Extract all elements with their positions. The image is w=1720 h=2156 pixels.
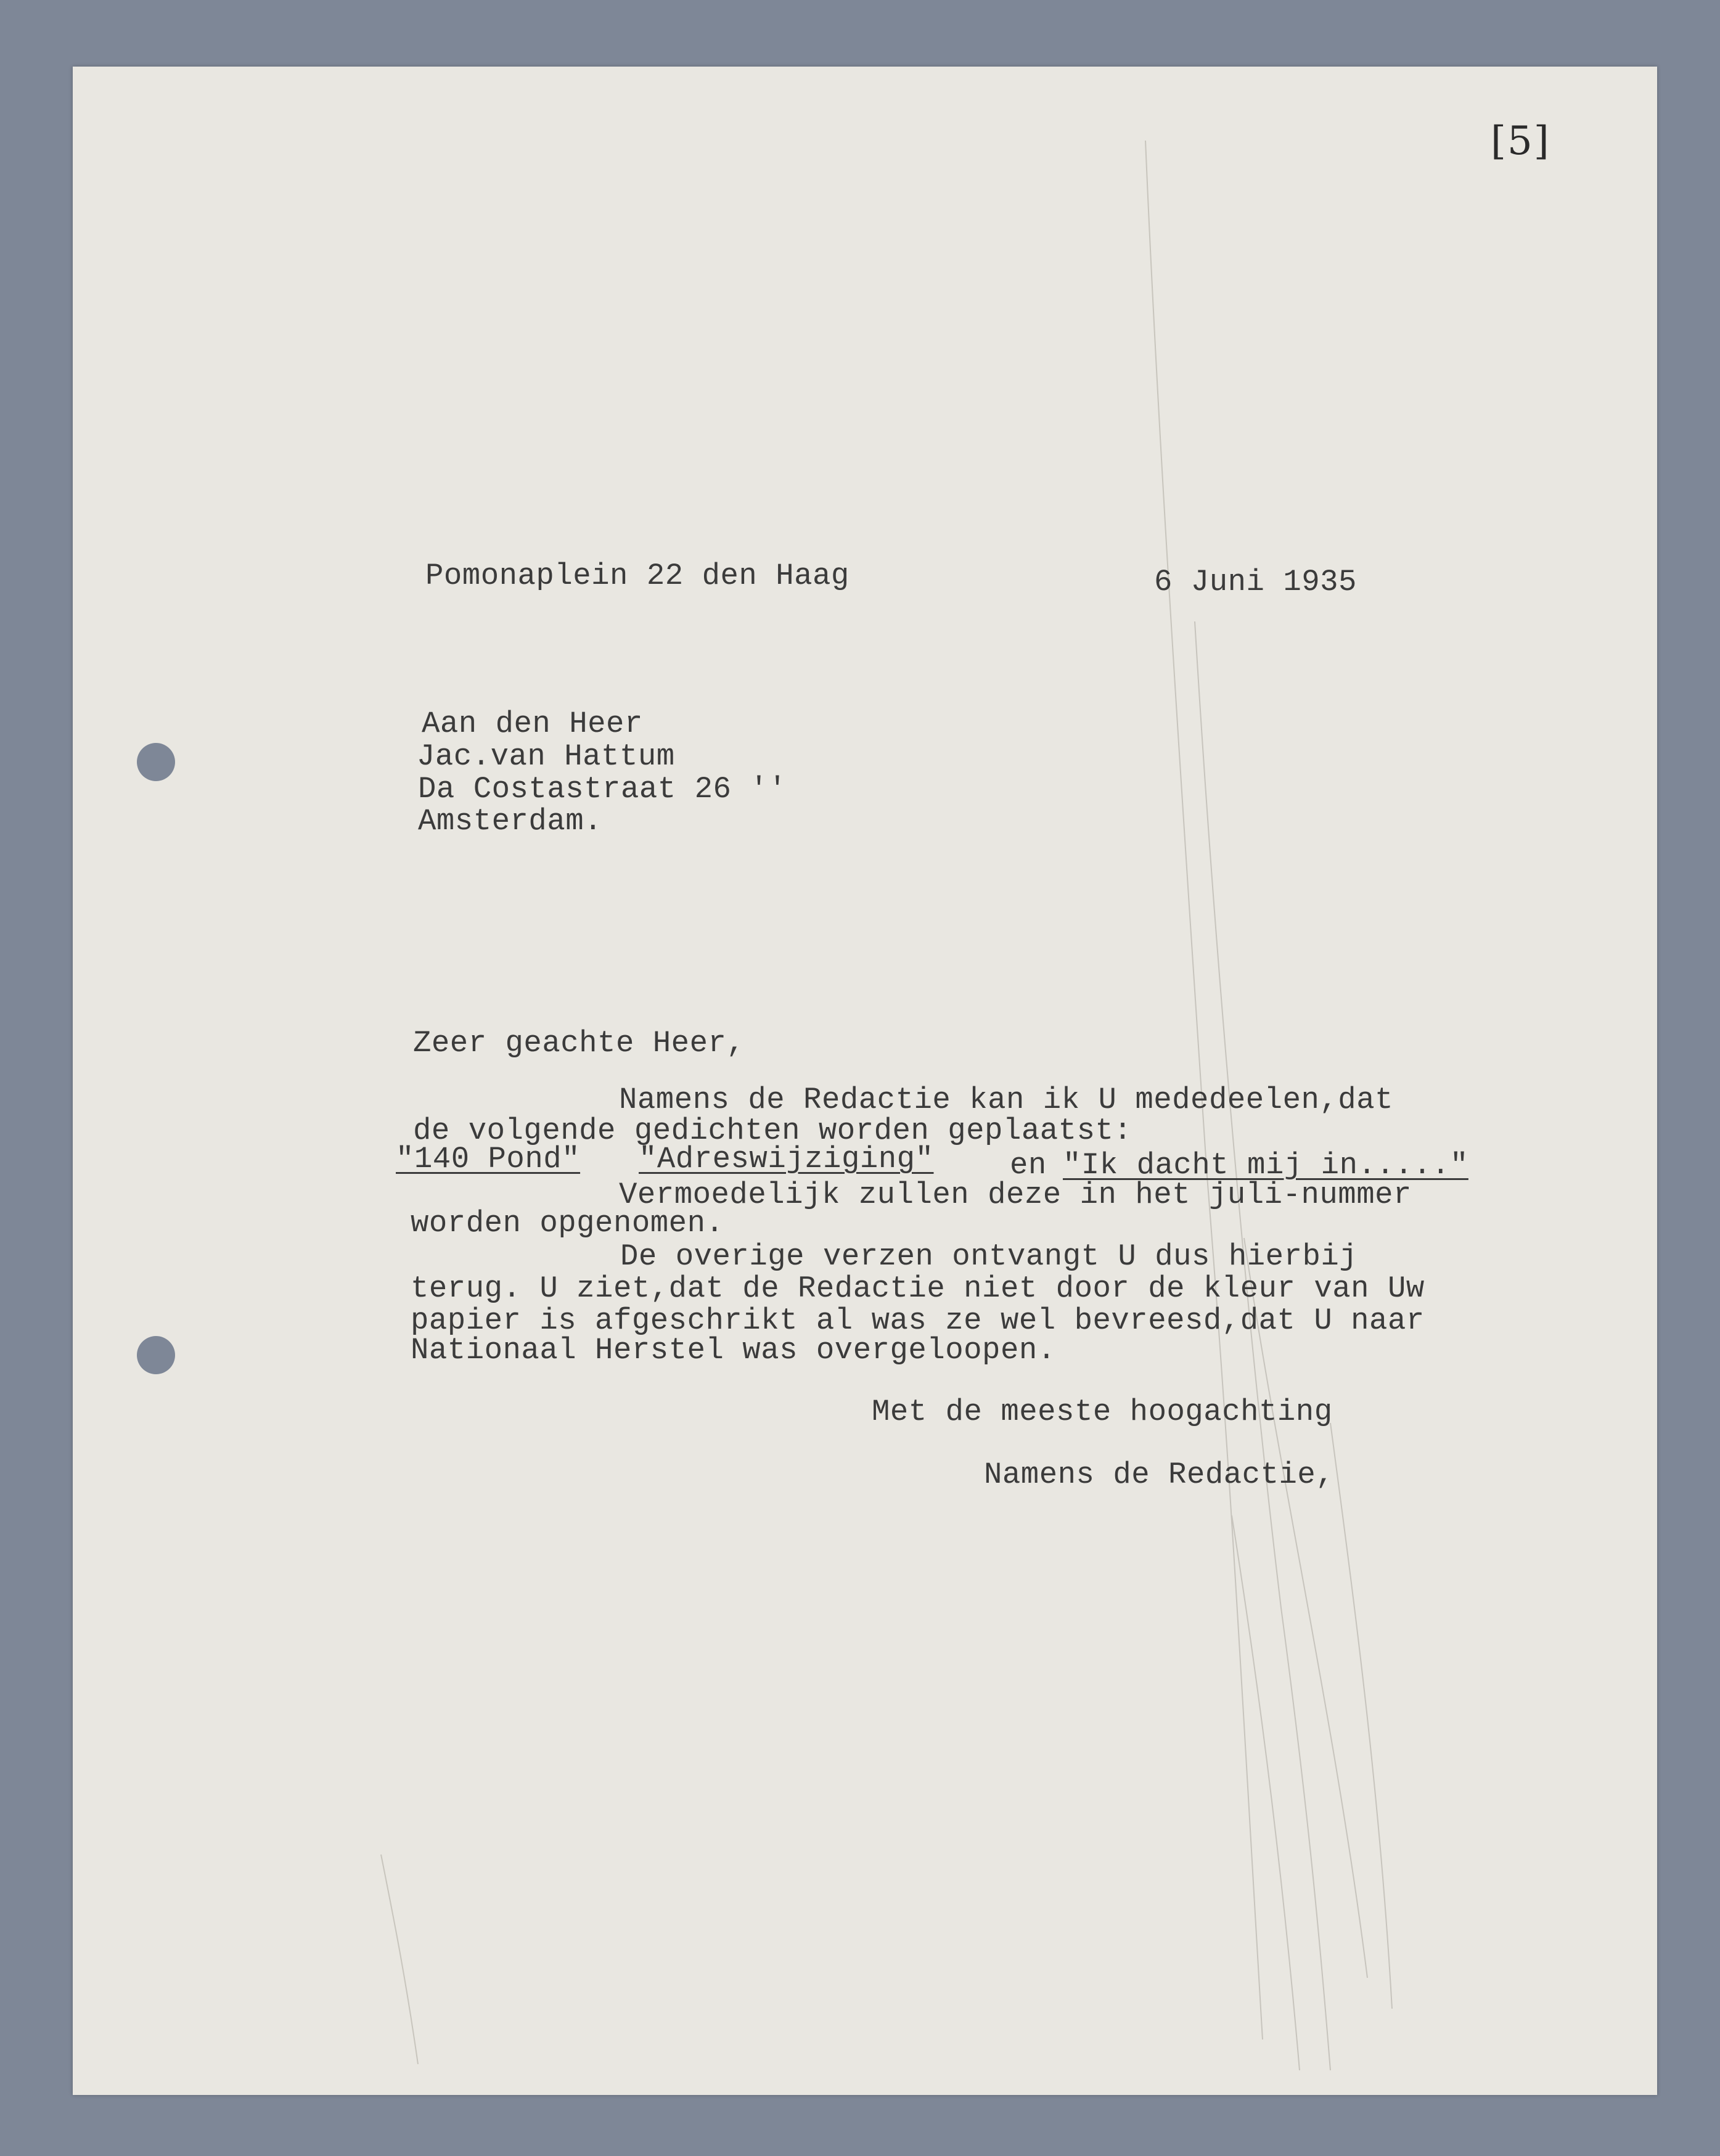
archive-number: [5]	[1491, 118, 1550, 164]
sender-address: Pomonaplein 22 den Haag	[425, 559, 850, 593]
poem-title-adreswijziging: "Adreswijziging"	[639, 1142, 934, 1176]
recipient-line-4: Amsterdam.	[418, 804, 603, 838]
recipient-line-3: Da Costastraat 26 ''	[418, 772, 787, 806]
salutation: Zeer geachte Heer,	[413, 1026, 745, 1060]
body-line-8: papier is afgeschrikt al was ze wel bevreesd,dat U naar	[411, 1303, 1425, 1338]
body-line-6: De overige verzen ontvangt U dus hierbij	[620, 1239, 1358, 1274]
body-line-9: Nationaal Herstel was overgeloopen.	[411, 1333, 1056, 1367]
body-line-1: Namens de Redactie kan ik U mededeelen,dat	[619, 1083, 1394, 1117]
body-line-4: Vermoedelijk zullen deze in het juli-nummer	[619, 1178, 1412, 1212]
body-line-5: worden opgenomen.	[411, 1206, 724, 1240]
poem-connector: en	[1010, 1148, 1047, 1183]
letter-date: 6 Juni 1935	[1154, 565, 1357, 599]
body-line-2: de volgende gedichten worden geplaatst:	[413, 1113, 1132, 1148]
letter-sheet	[73, 67, 1657, 2095]
recipient-line-2: Jac.van Hattum	[417, 739, 675, 774]
body-line-7: terug. U ziet,dat de Redactie niet door de kleur van Uw	[411, 1271, 1425, 1306]
punch-hole-bottom	[137, 1336, 175, 1374]
signature-line: Namens de Redactie,	[984, 1457, 1335, 1492]
closing: Met de meeste hoogachting	[872, 1395, 1333, 1429]
poem-title-ik-dacht-mij-in: "Ik dacht mij in....."	[1063, 1148, 1468, 1183]
pencil-lines-decoration	[73, 67, 1657, 2095]
recipient-line-1: Aan den Heer	[422, 707, 643, 741]
punch-hole-top	[137, 743, 175, 781]
poem-title-140-pond: "140 Pond"	[396, 1142, 581, 1176]
